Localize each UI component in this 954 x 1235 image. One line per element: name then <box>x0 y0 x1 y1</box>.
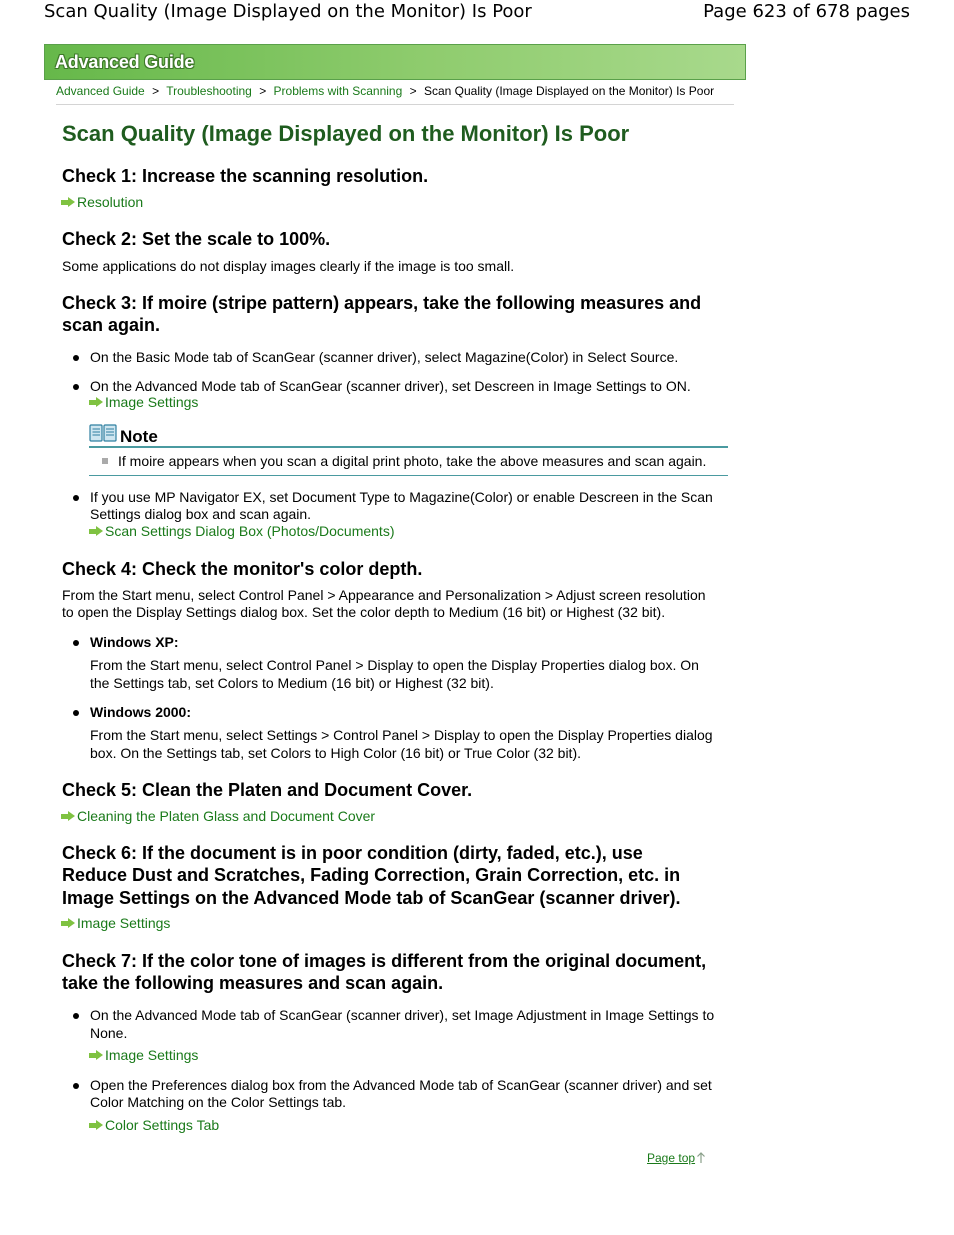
check3-heading-line2: scan again. <box>62 315 161 335</box>
breadcrumb-advanced-guide[interactable]: Advanced Guide <box>56 84 145 98</box>
check3-heading-line1: Check 3: If moire (stripe pattern) appears, take the following measures and <box>62 293 702 313</box>
link-label: Image Settings <box>105 1047 199 1063</box>
document-title: Scan Quality (Image Displayed on the Monitor) Is Poor <box>44 1 532 22</box>
windows-2000-text-line1: From the Start menu, select Settings > Control Panel > Display to open the Display Properties dialog <box>90 727 713 743</box>
link-label: Scan Settings Dialog Box (Photos/Documents) <box>105 523 395 539</box>
link-label: Color Settings Tab <box>105 1117 220 1133</box>
windows-xp-text-line2: the Settings tab, set Colors to Medium (16 bit) or Highest (32 bit). <box>90 675 494 691</box>
note-divider <box>89 475 728 476</box>
note-box <box>89 423 728 477</box>
arrow-right-icon <box>61 197 76 207</box>
bullet-icon <box>73 640 79 646</box>
image-settings-link[interactable] <box>89 1047 198 1063</box>
check6-heading-line3: Image Settings on the Advanced Mode tab of ScanGear (scanner driver). <box>62 888 681 908</box>
bullet-icon <box>73 1013 79 1019</box>
check4-heading: Check 4: Check the monitor's color depth. <box>62 559 423 579</box>
list-item-text: On the Advanced Mode tab of ScanGear (scanner driver), set Descreen in Image Settings to ON. <box>90 378 691 394</box>
book-icon <box>89 423 117 443</box>
bullet-icon <box>73 1083 79 1089</box>
check6-heading-line2: Reduce Dust and Scratches, Fading Correction, Grain Correction, etc. in <box>62 865 681 885</box>
image-settings-link[interactable] <box>61 915 170 931</box>
breadcrumb-separator: > <box>259 84 267 98</box>
breadcrumb-troubleshooting[interactable]: Troubleshooting <box>166 84 252 98</box>
windows-2000-text-line2: box. On the Settings tab, set Colors to High Color (16 bit) or True Color (32 bit). <box>90 745 581 761</box>
bullet-icon <box>73 355 79 361</box>
check6-heading-line1: Check 6: If the document is in poor condition (dirty, faded, etc.), use <box>62 843 643 863</box>
page-header <box>0 0 954 30</box>
arrow-right-icon <box>61 918 76 928</box>
cleaning-platen-link[interactable] <box>61 808 375 824</box>
windows-xp-label: Windows XP: <box>90 634 179 650</box>
breadcrumb-separator: > <box>409 84 417 98</box>
arrow-right-icon <box>89 1120 104 1130</box>
check4-text-line1: From the Start menu, select Control Panel > Appearance and Personalization > Adjust screen resolution <box>62 587 706 603</box>
breadcrumb-divider <box>56 104 734 105</box>
image-settings-link[interactable] <box>89 394 198 410</box>
note-divider <box>89 446 728 448</box>
scan-settings-dialog-link[interactable] <box>89 523 394 539</box>
link-label: Cleaning the Platen Glass and Document Cover <box>77 808 376 824</box>
check1-heading: Check 1: Increase the scanning resolution. <box>62 166 429 186</box>
list-item-text: Settings dialog box and scan again. <box>90 506 312 522</box>
advanced-guide-banner <box>44 44 746 80</box>
bullet-icon <box>73 495 79 501</box>
arrow-right-icon <box>89 1050 104 1060</box>
note-text: If moire appears when you scan a digital print photo, take the above measures and scan again. <box>118 453 707 469</box>
breadcrumb-problems-with-scanning[interactable]: Problems with Scanning <box>273 84 403 98</box>
bullet-icon <box>73 710 79 716</box>
list-item-text: Color Matching on the Color Settings tab. <box>90 1094 347 1110</box>
check5-heading: Check 5: Clean the Platen and Document Cover. <box>62 780 473 800</box>
note-label: Note <box>120 427 158 446</box>
color-settings-tab-link[interactable] <box>89 1117 219 1133</box>
check7-heading-line2: take the following measures and scan again. <box>62 973 444 993</box>
arrow-right-icon <box>61 811 76 821</box>
check2-text: Some applications do not display images clearly if the image is too small. <box>62 258 515 274</box>
link-label: Resolution <box>77 194 144 210</box>
windows-xp-text-line1: From the Start menu, select Control Panel > Display to open the Display Properties dialog box. On <box>90 657 699 673</box>
arrow-right-icon <box>89 397 104 407</box>
link-label: Image Settings <box>105 394 199 410</box>
page-top-label: Page top <box>647 1151 696 1165</box>
breadcrumb-separator: > <box>152 84 160 98</box>
list-item-text: If you use MP Navigator EX, set Document Type to Magazine(Color) or enable Descreen in the Scan <box>90 489 713 505</box>
arrow-right-icon <box>89 526 104 536</box>
page-title: Scan Quality (Image Displayed on the Monitor) Is Poor <box>62 121 630 146</box>
check2-heading: Check 2: Set the scale to 100%. <box>62 229 331 249</box>
check7-heading-line1: Check 7: If the color tone of images is different from the original document, <box>62 951 707 971</box>
breadcrumb <box>56 84 714 98</box>
list-item-text: None. <box>90 1025 128 1041</box>
breadcrumb-current: Scan Quality (Image Displayed on the Monitor) Is Poor <box>423 84 715 98</box>
windows-2000-label: Windows 2000: <box>90 704 192 720</box>
list-item-text: Open the Preferences dialog box from the Advanced Mode tab of ScanGear (scanner driver) and set <box>90 1077 712 1093</box>
list-item-text: On the Advanced Mode tab of ScanGear (scanner driver), set Image Adjustment in Image Settings to <box>90 1007 715 1023</box>
page-number: Page 623 of 678 pages <box>703 1 910 22</box>
resolution-link[interactable] <box>61 194 143 210</box>
arrow-up-icon <box>696 1152 706 1164</box>
check4-text-line2: to open the Display Settings dialog box. Set the color depth to Medium (16 bit) or Highest (32 bit). <box>62 604 666 620</box>
link-label: Image Settings <box>77 915 171 931</box>
page-top-link[interactable] <box>647 1151 706 1165</box>
bullet-icon <box>73 384 79 390</box>
list-item-text: On the Basic Mode tab of ScanGear (scanner driver), select Magazine(Color) in Select Source. <box>90 349 679 365</box>
banner-label: Advanced Guide <box>55 52 195 72</box>
square-bullet-icon <box>102 458 108 464</box>
